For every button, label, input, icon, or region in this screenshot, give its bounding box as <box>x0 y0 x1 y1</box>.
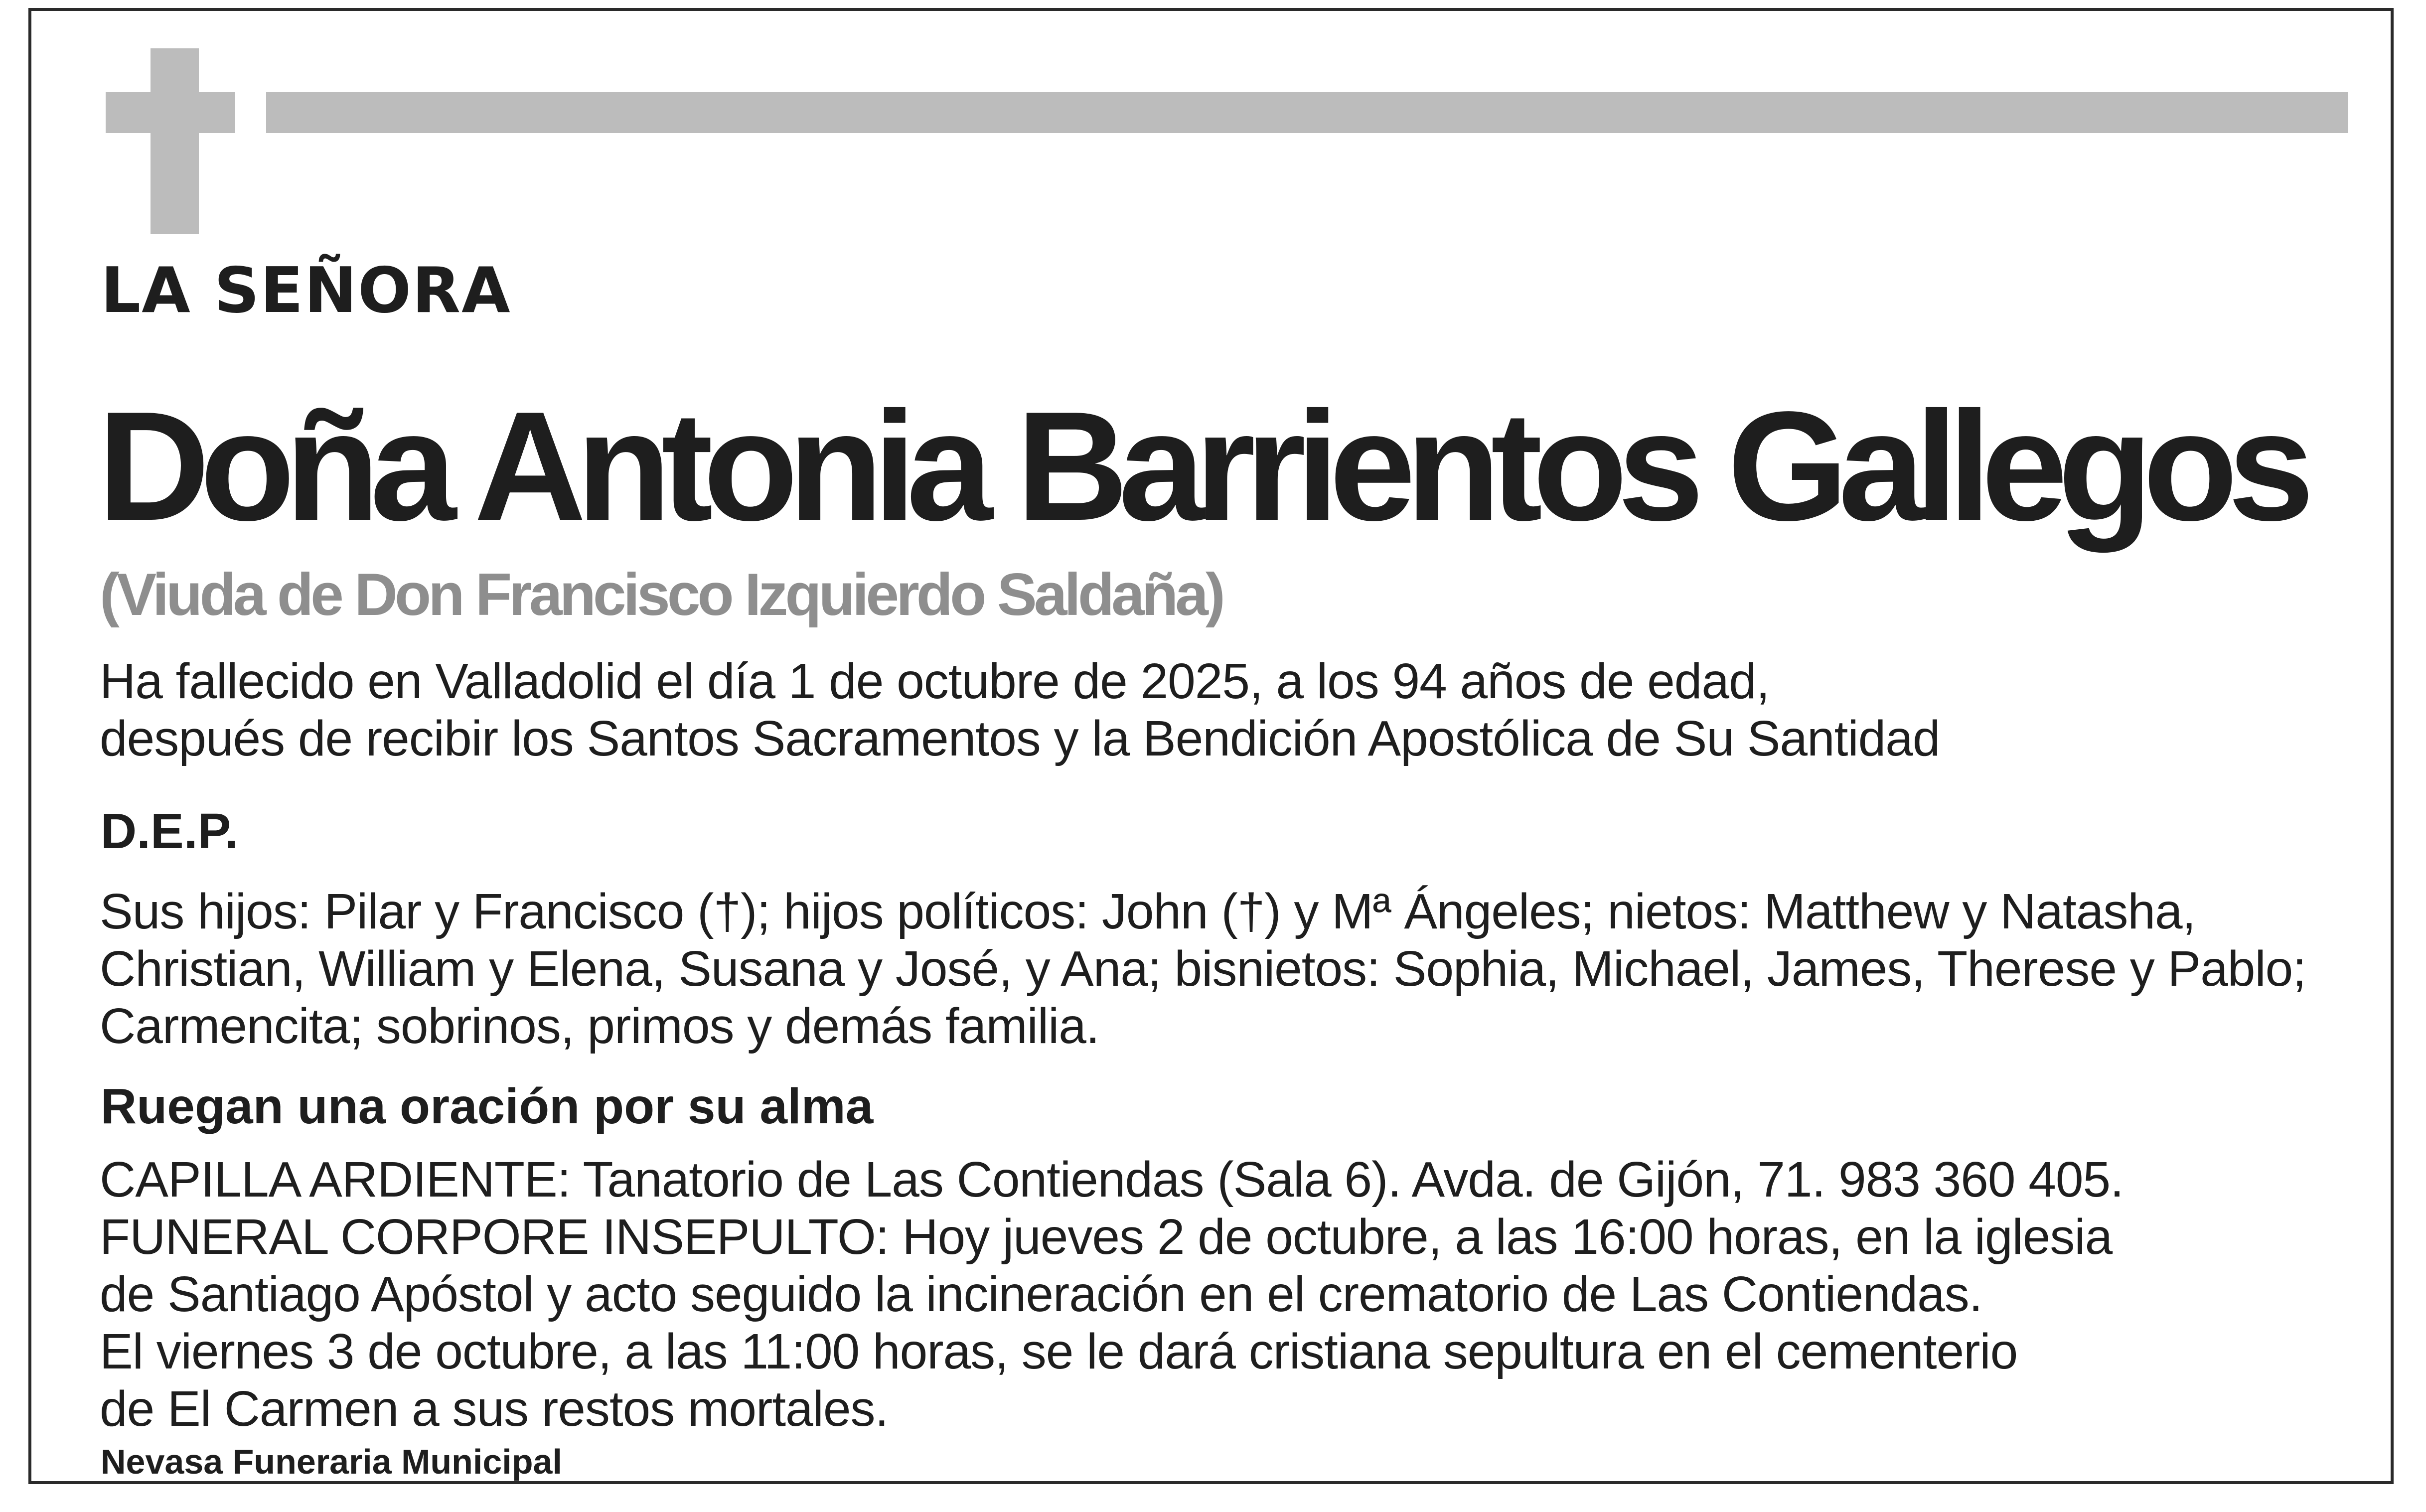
deceased-name: Doña Antonia Barrientos Gallegos <box>98 380 2304 553</box>
death-paragraph <box>100 653 1940 767</box>
family-line: Sus hijos: Pilar y Francisco (†); hijos políticos: John (†) y Mª Ángeles; nietos: Matthew y Natasha, <box>100 884 2196 939</box>
dep-label: D.E.P. <box>101 803 239 859</box>
header-bar <box>266 92 2348 133</box>
family-line: Carmencita; sobrinos, primos y demás familia. <box>100 998 1099 1054</box>
widow-subtitle: (Viuda de Don Francisco Izquierdo Saldaña) <box>100 561 1222 628</box>
service-line: FUNERAL CORPORE INSEPULTO: Hoy jueves 2 de octubre, a las 16:00 horas, en la iglesia <box>100 1209 2113 1265</box>
family-paragraph <box>100 883 2306 1055</box>
death-line: después de recibir los Santos Sacramentos y la Bendición Apostólica de Su Santidad <box>100 711 1940 766</box>
cross-icon-horizontal <box>106 92 235 133</box>
funeral-home-name: Nevasa Funeraria Municipal <box>101 1442 562 1481</box>
service-line: de El Carmen a sus restos mortales. <box>100 1381 889 1437</box>
notice-heading: LA SEÑORA <box>101 254 511 327</box>
prayer-line: Ruegan una oración por su alma <box>101 1078 874 1134</box>
service-line: El viernes 3 de octubre, a las 11:00 horas, se le dará cristiana sepultura en el cementerio <box>100 1324 2018 1379</box>
family-line: Christian, William y Elena, Susana y José, y Ana; bisnietos: Sophia, Michael, James, Therese y Pablo; <box>100 941 2306 997</box>
service-line: de Santiago Apóstol y acto seguido la incineración en el crematorio de Las Contiendas. <box>100 1266 1982 1322</box>
death-line: Ha fallecido en Valladolid el día 1 de octubre de 2025, a los 94 años de edad, <box>100 653 1770 709</box>
service-paragraph <box>100 1151 2123 1438</box>
service-line: CAPILLA ARDIENTE: Tanatorio de Las Contiendas (Sala 6). Avda. de Gijón, 71. 983 360 405. <box>100 1152 2123 1208</box>
cross-icon-vertical <box>151 48 199 234</box>
